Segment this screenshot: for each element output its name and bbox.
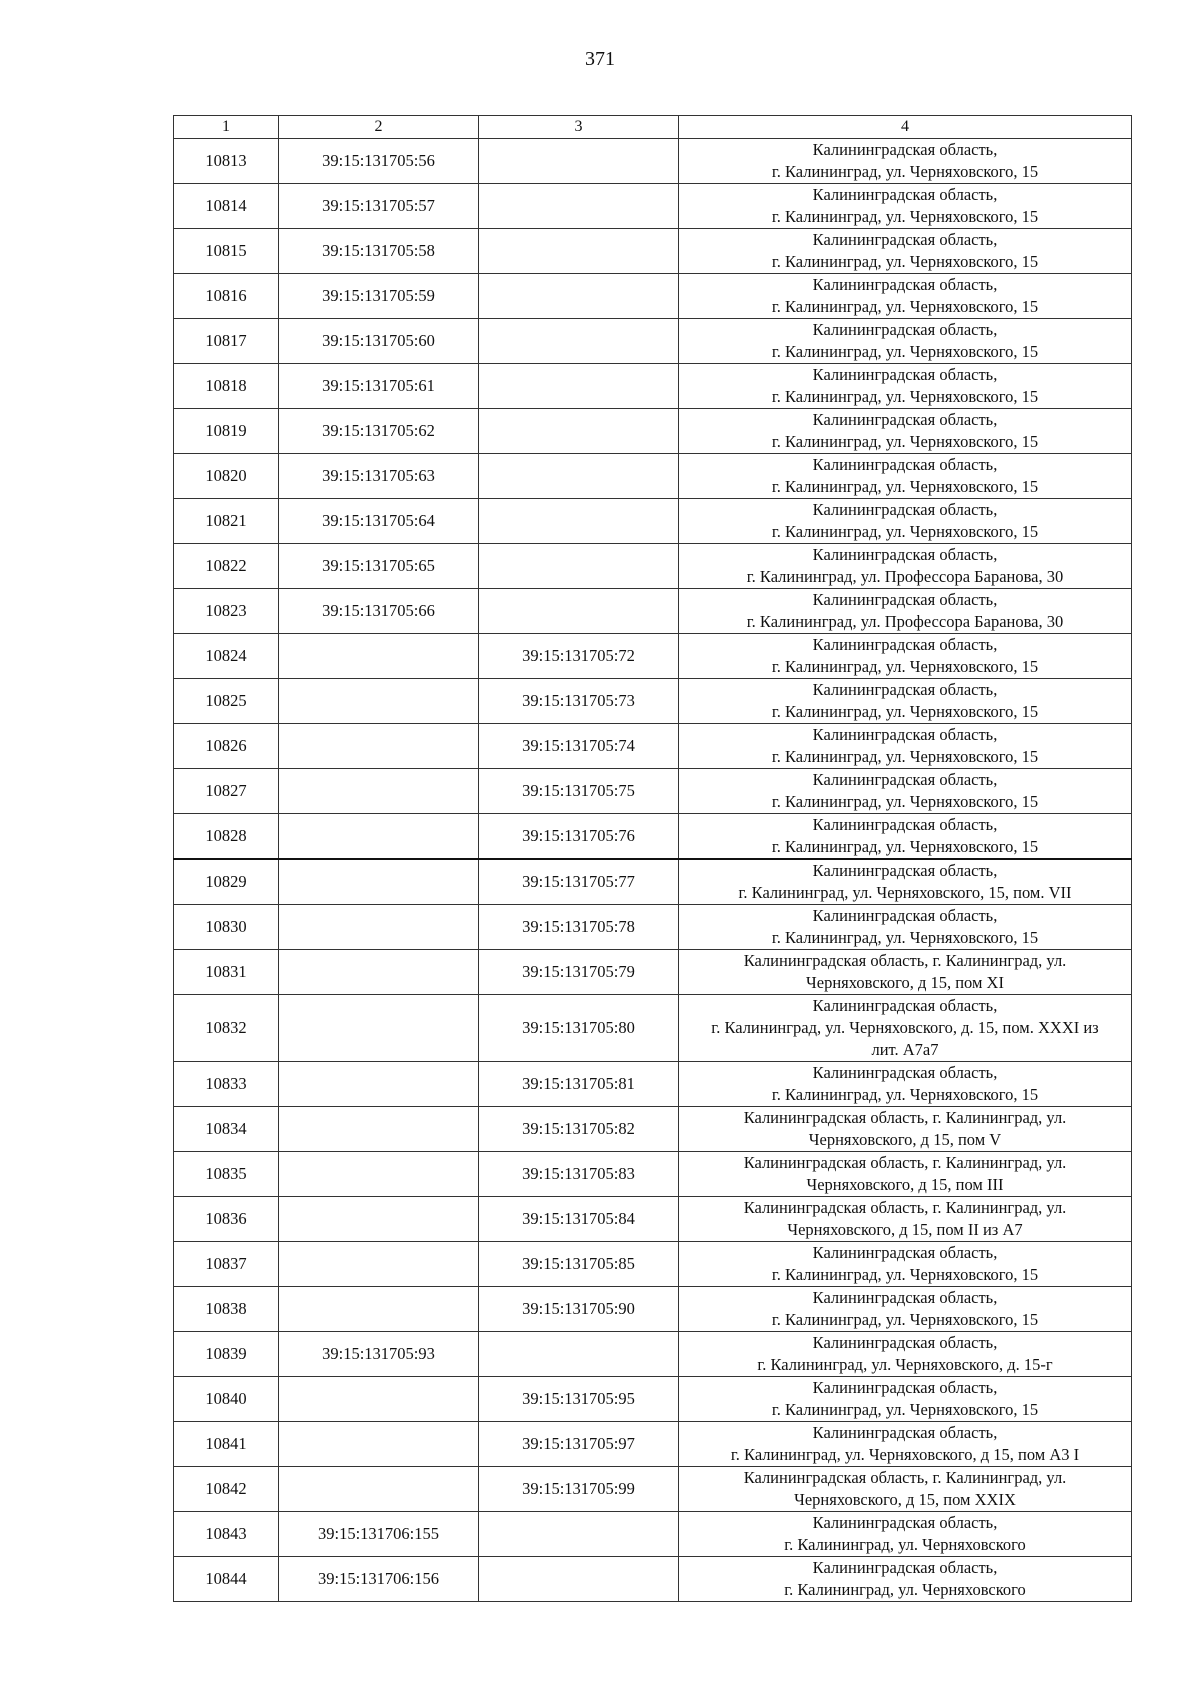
table-row xyxy=(174,1152,1132,1197)
address-line: г. Калининград, ул. Черняховского, 15 xyxy=(771,252,1039,271)
column-header: 2 xyxy=(279,116,479,139)
cadastral-number-cell: 39:15:131705:61 xyxy=(279,364,479,409)
row-number-cell: 10826 xyxy=(174,724,279,769)
table-row xyxy=(174,1242,1132,1287)
cadastral-number-cell xyxy=(279,1467,479,1512)
cadastral-number-cell xyxy=(279,814,479,860)
address-line: Калининградская область, г. Калининград, ул. xyxy=(743,951,1067,970)
address-line: Калининградская область, xyxy=(812,275,998,294)
row-number-cell: 10827 xyxy=(174,769,279,814)
cadastral-number-cell: 39:15:131705:65 xyxy=(279,544,479,589)
cadastral-number-cell xyxy=(279,1107,479,1152)
address-cell xyxy=(679,1512,1132,1557)
address-line: Калининградская область, г. Калининград, ул. xyxy=(743,1153,1067,1172)
table-row xyxy=(174,995,1132,1062)
address-line: Калининградская область, xyxy=(812,815,998,834)
table-row xyxy=(174,1512,1132,1557)
address-line: Калининградская область, xyxy=(812,230,998,249)
address-line: Калининградская область, xyxy=(812,1243,998,1262)
address-line: Калининградская область, г. Калининград, ул. xyxy=(743,1108,1067,1127)
address-cell xyxy=(679,905,1132,950)
address-cell xyxy=(679,1332,1132,1377)
table-row xyxy=(174,499,1132,544)
cadastral-number-cell: 39:15:131706:155 xyxy=(279,1512,479,1557)
table-row xyxy=(174,905,1132,950)
address-cell xyxy=(679,1242,1132,1287)
address-cell xyxy=(679,139,1132,184)
column-header: 3 xyxy=(479,116,679,139)
row-number-cell: 10839 xyxy=(174,1332,279,1377)
address-cell xyxy=(679,454,1132,499)
address-cell xyxy=(679,634,1132,679)
cadastral-number-alt-cell xyxy=(479,589,679,634)
cadastral-number-cell xyxy=(279,1377,479,1422)
address-line: Калининградская область, xyxy=(812,770,998,789)
cadastral-number-cell xyxy=(279,1062,479,1107)
cadastral-number-cell: 39:15:131705:60 xyxy=(279,319,479,364)
address-line: Калининградская область, xyxy=(812,996,998,1015)
cadastral-number-cell: 39:15:131705:64 xyxy=(279,499,479,544)
address-cell xyxy=(679,319,1132,364)
row-number-cell: 10843 xyxy=(174,1512,279,1557)
cadastral-number-cell xyxy=(279,995,479,1062)
address-line: Калининградская область, xyxy=(812,185,998,204)
address-line: Калининградская область, xyxy=(812,365,998,384)
cadastral-number-alt-cell: 39:15:131705:79 xyxy=(479,950,679,995)
address-line: Калининградская область, xyxy=(812,906,998,925)
table-row xyxy=(174,1557,1132,1602)
cadastral-number-alt-cell xyxy=(479,1557,679,1602)
column-header: 1 xyxy=(174,116,279,139)
cadastral-number-alt-cell: 39:15:131705:72 xyxy=(479,634,679,679)
table-row xyxy=(174,679,1132,724)
cadastral-number-cell xyxy=(279,950,479,995)
row-number-cell: 10841 xyxy=(174,1422,279,1467)
cadastral-number-alt-cell: 39:15:131705:99 xyxy=(479,1467,679,1512)
address-line: Калининградская область, xyxy=(812,1288,998,1307)
address-cell xyxy=(679,1287,1132,1332)
address-cell xyxy=(679,274,1132,319)
table-row xyxy=(174,1377,1132,1422)
address-line: Черняховского, д 15, пом V xyxy=(808,1130,1002,1149)
row-number-cell: 10818 xyxy=(174,364,279,409)
cadastral-number-alt-cell xyxy=(479,544,679,589)
table-row xyxy=(174,184,1132,229)
address-line: Калининградская область, xyxy=(812,680,998,699)
cadastral-number-cell xyxy=(279,634,479,679)
address-line: Черняховского, д 15, пом II из А7 xyxy=(787,1220,1023,1239)
table-row xyxy=(174,589,1132,634)
cadastral-number-alt-cell: 39:15:131705:97 xyxy=(479,1422,679,1467)
address-line: г. Калининград, ул. Черняховского, 15 xyxy=(771,1400,1039,1419)
cadastral-number-alt-cell: 39:15:131705:74 xyxy=(479,724,679,769)
row-number-cell: 10816 xyxy=(174,274,279,319)
address-line: г. Калининград, ул. Черняховского, д. 15-г xyxy=(757,1355,1053,1374)
cadastral-number-alt-cell: 39:15:131705:85 xyxy=(479,1242,679,1287)
cadastral-number-cell xyxy=(279,859,479,905)
table-row xyxy=(174,1062,1132,1107)
cadastral-number-alt-cell: 39:15:131705:76 xyxy=(479,814,679,860)
table-row xyxy=(174,544,1132,589)
table-row xyxy=(174,454,1132,499)
address-line: г. Калининград, ул. Профессора Баранова, 30 xyxy=(746,612,1064,631)
row-number-cell: 10828 xyxy=(174,814,279,860)
table-row xyxy=(174,1467,1132,1512)
address-line: г. Калининград, ул. Черняховского, 15 xyxy=(771,1265,1039,1284)
address-cell xyxy=(679,1107,1132,1152)
cadastral-number-cell: 39:15:131705:59 xyxy=(279,274,479,319)
address-line: г. Калининград, ул. Черняховского, 15 xyxy=(771,1085,1039,1104)
table-row xyxy=(174,229,1132,274)
cadastral-number-alt-cell: 39:15:131705:81 xyxy=(479,1062,679,1107)
table-header-row xyxy=(174,116,1132,139)
cadastral-number-alt-cell xyxy=(479,1512,679,1557)
address-line: г. Калининград, ул. Черняховского, 15 xyxy=(771,792,1039,811)
address-line: г. Калининград, ул. Черняховского, д 15, пом А3 I xyxy=(730,1445,1080,1464)
address-line: г. Калининград, ул. Черняховского, 15 xyxy=(771,522,1039,541)
row-number-cell: 10829 xyxy=(174,859,279,905)
cadastral-number-cell: 39:15:131705:58 xyxy=(279,229,479,274)
cadastral-number-cell xyxy=(279,724,479,769)
cadastral-number-cell: 39:15:131705:63 xyxy=(279,454,479,499)
row-number-cell: 10842 xyxy=(174,1467,279,1512)
cadastral-number-cell xyxy=(279,1422,479,1467)
row-number-cell: 10815 xyxy=(174,229,279,274)
cadastral-number-alt-cell xyxy=(479,139,679,184)
address-cell xyxy=(679,995,1132,1062)
cadastral-number-alt-cell: 39:15:131705:95 xyxy=(479,1377,679,1422)
row-number-cell: 10831 xyxy=(174,950,279,995)
address-line: г. Калининград, ул. Черняховского, 15 xyxy=(771,387,1039,406)
cadastral-number-alt-cell xyxy=(479,409,679,454)
address-line: г. Калининград, ул. Черняховского, 15 xyxy=(771,928,1039,947)
address-line: Калининградская область, xyxy=(812,1513,998,1532)
address-cell xyxy=(679,950,1132,995)
address-line: Калининградская область, xyxy=(812,635,998,654)
address-line: Калининградская область, xyxy=(812,1558,998,1577)
table-row xyxy=(174,1197,1132,1242)
cadastral-number-cell xyxy=(279,905,479,950)
address-line: г. Калининград, ул. Черняховского, 15 xyxy=(771,1310,1039,1329)
address-cell xyxy=(679,184,1132,229)
table-row xyxy=(174,1422,1132,1467)
address-line: лит. А7а7 xyxy=(871,1040,939,1059)
address-line: Калининградская область, xyxy=(812,1333,998,1352)
address-cell xyxy=(679,544,1132,589)
cadastral-number-alt-cell: 39:15:131705:77 xyxy=(479,859,679,905)
column-header: 4 xyxy=(679,116,1132,139)
address-line: Черняховского, д 15, пом III xyxy=(806,1175,1004,1194)
row-number-cell: 10814 xyxy=(174,184,279,229)
cadastral-number-cell: 39:15:131705:66 xyxy=(279,589,479,634)
address-cell xyxy=(679,769,1132,814)
table-row xyxy=(174,319,1132,364)
address-line: Черняховского, д 15, пом XI xyxy=(806,973,1004,992)
cadastral-number-cell xyxy=(279,1152,479,1197)
address-cell xyxy=(679,364,1132,409)
address-line: г. Калининград, ул. Черняховского, 15 xyxy=(771,297,1039,316)
address-line: Черняховского, д 15, пом XXIX xyxy=(794,1490,1016,1509)
cadastral-number-cell xyxy=(279,679,479,724)
row-number-cell: 10844 xyxy=(174,1557,279,1602)
cadastral-number-alt-cell: 39:15:131705:82 xyxy=(479,1107,679,1152)
table-row xyxy=(174,814,1132,860)
address-cell xyxy=(679,1557,1132,1602)
table-row xyxy=(174,139,1132,184)
cadastral-number-alt-cell: 39:15:131705:73 xyxy=(479,679,679,724)
cadastral-number-alt-cell: 39:15:131705:78 xyxy=(479,905,679,950)
address-cell xyxy=(679,724,1132,769)
address-cell xyxy=(679,589,1132,634)
table-row xyxy=(174,1332,1132,1377)
address-line: г. Калининград, ул. Профессора Баранова, 30 xyxy=(746,567,1064,586)
cadastral-number-cell: 39:15:131705:62 xyxy=(279,409,479,454)
address-cell xyxy=(679,1197,1132,1242)
address-line: г. Калининград, ул. Черняховского xyxy=(784,1580,1026,1599)
row-number-cell: 10830 xyxy=(174,905,279,950)
table-row xyxy=(174,1287,1132,1332)
cadastral-number-cell xyxy=(279,769,479,814)
address-line: г. Калининград, ул. Черняховского, 15 xyxy=(771,207,1039,226)
address-line: г. Калининград, ул. Черняховского, 15 xyxy=(771,657,1039,676)
address-line: Калининградская область, xyxy=(812,455,998,474)
page-number: 371 xyxy=(585,48,615,70)
address-line: Калининградская область, xyxy=(812,320,998,339)
address-cell xyxy=(679,1062,1132,1107)
address-line: Калининградская область, xyxy=(812,861,998,880)
address-cell xyxy=(679,499,1132,544)
address-line: г. Калининград, ул. Черняховского xyxy=(784,1535,1026,1554)
address-cell xyxy=(679,859,1132,905)
row-number-cell: 10838 xyxy=(174,1287,279,1332)
address-line: Калининградская область, xyxy=(812,1378,998,1397)
cadastral-number-cell xyxy=(279,1287,479,1332)
cadastral-number-alt-cell xyxy=(479,319,679,364)
address-line: г. Калининград, ул. Черняховского, 15, пом. VII xyxy=(738,883,1072,902)
row-number-cell: 10836 xyxy=(174,1197,279,1242)
cadastral-number-cell xyxy=(279,1197,479,1242)
cadastral-number-alt-cell xyxy=(479,274,679,319)
row-number-cell: 10822 xyxy=(174,544,279,589)
address-cell xyxy=(679,229,1132,274)
cadastral-number-cell: 39:15:131705:57 xyxy=(279,184,479,229)
address-line: г. Калининград, ул. Черняховского, 15 xyxy=(771,702,1039,721)
address-line: г. Калининград, ул. Черняховского, 15 xyxy=(771,747,1039,766)
row-number-cell: 10813 xyxy=(174,139,279,184)
cadastral-number-alt-cell: 39:15:131705:80 xyxy=(479,995,679,1062)
row-number-cell: 10825 xyxy=(174,679,279,724)
cadastral-number-alt-cell xyxy=(479,1332,679,1377)
cadastral-number-alt-cell: 39:15:131705:75 xyxy=(479,769,679,814)
address-line: Калининградская область, xyxy=(812,725,998,744)
row-number-cell: 10823 xyxy=(174,589,279,634)
table-row xyxy=(174,634,1132,679)
register-table-body xyxy=(174,116,1132,1602)
table-row xyxy=(174,769,1132,814)
address-cell xyxy=(679,1467,1132,1512)
table-row xyxy=(174,274,1132,319)
cadastral-number-cell: 39:15:131705:56 xyxy=(279,139,479,184)
address-cell xyxy=(679,679,1132,724)
address-cell xyxy=(679,1422,1132,1467)
row-number-cell: 10824 xyxy=(174,634,279,679)
table-row xyxy=(174,409,1132,454)
address-line: г. Калининград, ул. Черняховского, 15 xyxy=(771,432,1039,451)
cadastral-number-alt-cell xyxy=(479,229,679,274)
address-line: Калининградская область, xyxy=(812,1423,998,1442)
address-line: г. Калининград, ул. Черняховского, 15 xyxy=(771,837,1039,856)
address-line: г. Калининград, ул. Черняховского, д. 15, пом. XXXI из xyxy=(711,1018,1099,1037)
row-number-cell: 10834 xyxy=(174,1107,279,1152)
cadastral-number-alt-cell xyxy=(479,184,679,229)
row-number-cell: 10837 xyxy=(174,1242,279,1287)
cadastral-number-cell: 39:15:131706:156 xyxy=(279,1557,479,1602)
address-line: Калининградская область, xyxy=(812,500,998,519)
address-cell xyxy=(679,1152,1132,1197)
cadastral-number-alt-cell xyxy=(479,364,679,409)
table-row xyxy=(174,950,1132,995)
row-number-cell: 10819 xyxy=(174,409,279,454)
address-line: г. Калининград, ул. Черняховского, 15 xyxy=(771,477,1039,496)
table-row xyxy=(174,724,1132,769)
cadastral-number-alt-cell: 39:15:131705:84 xyxy=(479,1197,679,1242)
table-row xyxy=(174,364,1132,409)
cadastral-number-alt-cell xyxy=(479,499,679,544)
address-line: Калининградская область, г. Калининград, ул. xyxy=(743,1198,1067,1217)
address-cell xyxy=(679,1377,1132,1422)
address-line: Калининградская область, г. Калининград, ул. xyxy=(743,1468,1067,1487)
row-number-cell: 10835 xyxy=(174,1152,279,1197)
address-line: Калининградская область, xyxy=(812,545,998,564)
row-number-cell: 10817 xyxy=(174,319,279,364)
cadastral-number-cell: 39:15:131705:93 xyxy=(279,1332,479,1377)
address-cell xyxy=(679,409,1132,454)
row-number-cell: 10832 xyxy=(174,995,279,1062)
register-table xyxy=(173,115,1132,1602)
cadastral-number-alt-cell xyxy=(479,454,679,499)
address-line: г. Калининград, ул. Черняховского, 15 xyxy=(771,162,1039,181)
cadastral-number-alt-cell: 39:15:131705:83 xyxy=(479,1152,679,1197)
address-line: Калининградская область, xyxy=(812,140,998,159)
row-number-cell: 10833 xyxy=(174,1062,279,1107)
row-number-cell: 10840 xyxy=(174,1377,279,1422)
row-number-cell: 10821 xyxy=(174,499,279,544)
address-line: Калининградская область, xyxy=(812,410,998,429)
table-row xyxy=(174,1107,1132,1152)
cadastral-number-alt-cell: 39:15:131705:90 xyxy=(479,1287,679,1332)
cadastral-number-cell xyxy=(279,1242,479,1287)
address-line: Калининградская область, xyxy=(812,590,998,609)
address-cell xyxy=(679,814,1132,860)
address-line: Калининградская область, xyxy=(812,1063,998,1082)
address-line: г. Калининград, ул. Черняховского, 15 xyxy=(771,342,1039,361)
row-number-cell: 10820 xyxy=(174,454,279,499)
table-row xyxy=(174,859,1132,905)
